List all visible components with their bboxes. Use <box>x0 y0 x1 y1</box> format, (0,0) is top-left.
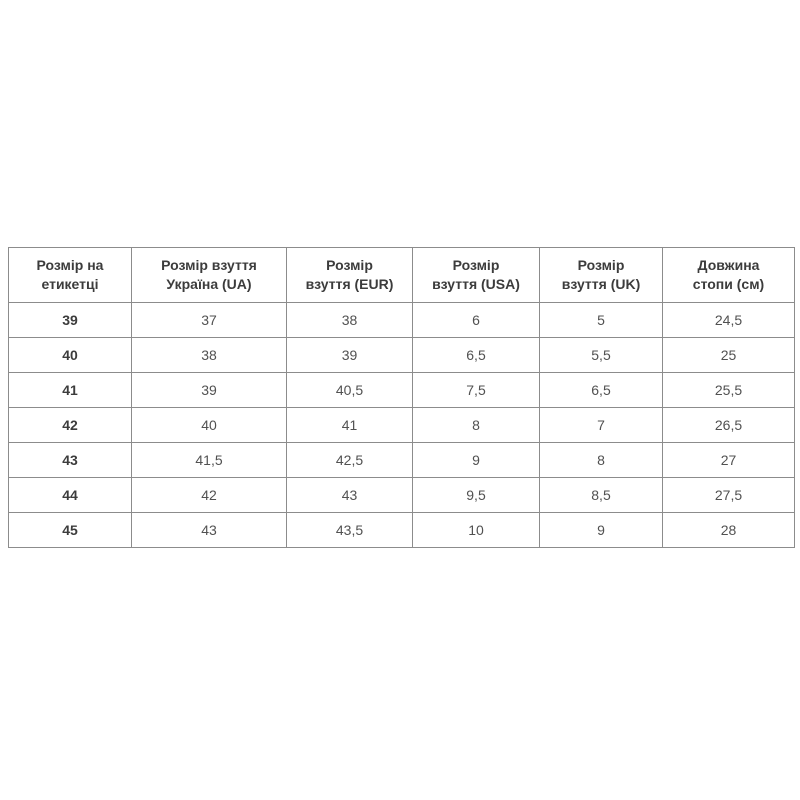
table-cell-label: 45 <box>9 513 132 548</box>
table-cell-usa: 8 <box>413 408 540 443</box>
table-cell-label: 40 <box>9 338 132 373</box>
table-cell-cm: 25,5 <box>663 373 795 408</box>
table-cell-cm: 24,5 <box>663 303 795 338</box>
table-row <box>9 443 795 478</box>
table-cell-ua: 42 <box>132 478 287 513</box>
header-line: Розмір <box>577 257 625 273</box>
column-header-label-size <box>9 248 132 303</box>
table-cell-usa: 9,5 <box>413 478 540 513</box>
column-header-eur-size <box>287 248 413 303</box>
table-cell-eur: 42,5 <box>287 443 413 478</box>
table-cell-ua: 41,5 <box>132 443 287 478</box>
table-cell-label: 43 <box>9 443 132 478</box>
table-cell-uk: 9 <box>540 513 663 548</box>
table-cell-uk: 8,5 <box>540 478 663 513</box>
table-cell-cm: 25 <box>663 338 795 373</box>
column-header-ua-size <box>132 248 287 303</box>
size-chart-table <box>8 247 795 548</box>
table-cell-eur: 40,5 <box>287 373 413 408</box>
table-row <box>9 478 795 513</box>
header-line: стопи (см) <box>692 276 765 292</box>
table-cell-cm: 27 <box>663 443 795 478</box>
table-cell-cm: 27,5 <box>663 478 795 513</box>
header-row <box>9 248 795 303</box>
column-header-uk-size <box>540 248 663 303</box>
header-line: Розмір взуття <box>161 257 257 273</box>
header-line: Розмір <box>452 257 500 273</box>
table-cell-ua: 40 <box>132 408 287 443</box>
table-cell-label: 41 <box>9 373 132 408</box>
table-row <box>9 408 795 443</box>
table-cell-label: 44 <box>9 478 132 513</box>
table-cell-ua: 43 <box>132 513 287 548</box>
table-cell-eur: 39 <box>287 338 413 373</box>
table-cell-cm: 28 <box>663 513 795 548</box>
header-line: Розмір на <box>36 257 104 273</box>
table-cell-usa: 9 <box>413 443 540 478</box>
header-line: взуття (USA) <box>432 276 520 292</box>
table-cell-usa: 10 <box>413 513 540 548</box>
table-cell-uk: 6,5 <box>540 373 663 408</box>
table-cell-uk: 5 <box>540 303 663 338</box>
table-cell-ua: 38 <box>132 338 287 373</box>
table-row <box>9 338 795 373</box>
table-cell-usa: 7,5 <box>413 373 540 408</box>
table-cell-eur: 43 <box>287 478 413 513</box>
header-line: Довжина <box>697 257 760 273</box>
column-header-usa-size <box>413 248 540 303</box>
table-row <box>9 303 795 338</box>
table-cell-label: 39 <box>9 303 132 338</box>
table-cell-eur: 41 <box>287 408 413 443</box>
table-cell-eur: 38 <box>287 303 413 338</box>
table-cell-eur: 43,5 <box>287 513 413 548</box>
table-cell-label: 42 <box>9 408 132 443</box>
table-cell-uk: 7 <box>540 408 663 443</box>
header-line: взуття (UK) <box>561 276 641 292</box>
header-line: етикетці <box>41 276 99 292</box>
table-row <box>9 373 795 408</box>
table-cell-uk: 8 <box>540 443 663 478</box>
header-line: Україна (UA) <box>166 276 252 292</box>
table-cell-ua: 37 <box>132 303 287 338</box>
column-header-foot-length <box>663 248 795 303</box>
header-line: взуття (EUR) <box>305 276 394 292</box>
table-cell-usa: 6,5 <box>413 338 540 373</box>
header-line: Розмір <box>326 257 373 273</box>
table-cell-usa: 6 <box>413 303 540 338</box>
table-cell-ua: 39 <box>132 373 287 408</box>
table-cell-cm: 26,5 <box>663 408 795 443</box>
table-cell-uk: 5,5 <box>540 338 663 373</box>
table-row <box>9 513 795 548</box>
